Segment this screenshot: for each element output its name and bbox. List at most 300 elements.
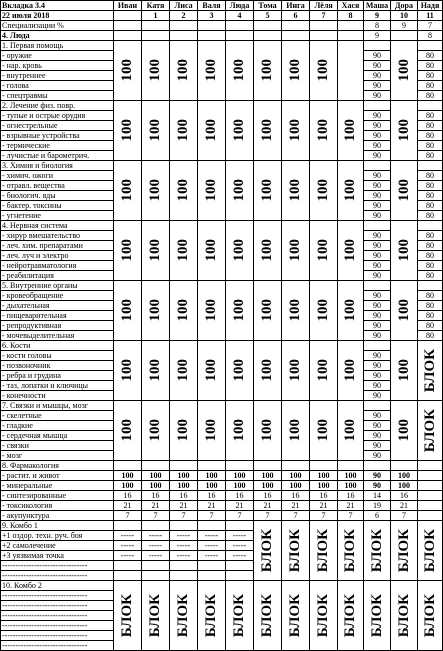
masha-value: 90 bbox=[364, 361, 391, 371]
empty-cell bbox=[418, 461, 443, 471]
pharma-value: 16 bbox=[226, 491, 254, 501]
number-6: 6 bbox=[282, 11, 310, 21]
section-value bbox=[338, 281, 364, 341]
empty-cell bbox=[170, 521, 198, 531]
empty-cell bbox=[142, 571, 170, 581]
empty-cell bbox=[198, 461, 226, 471]
nadya-value: 80 bbox=[418, 131, 443, 141]
masha-value: 90 bbox=[364, 441, 391, 451]
name-6: Инга bbox=[282, 1, 310, 11]
pharma-value: 100 bbox=[254, 481, 282, 491]
block-label bbox=[364, 581, 391, 651]
spec-value: 8 bbox=[364, 21, 391, 31]
pharma-value: 16 bbox=[114, 491, 142, 501]
section-item: - лучистые и барометрич. bbox=[1, 151, 114, 161]
block-label bbox=[198, 581, 226, 651]
section-value-text: 100 bbox=[287, 239, 303, 262]
combo1-dash: ----- bbox=[142, 541, 170, 551]
nadya-value: 80 bbox=[418, 71, 443, 81]
nadya-value: 80 bbox=[418, 151, 443, 161]
masha-value: 90 bbox=[364, 211, 391, 221]
section-value bbox=[391, 101, 418, 161]
pharma-value: 100 bbox=[338, 471, 364, 481]
section-title: 3. Химия и биология bbox=[1, 161, 114, 171]
pharma-value: 21 bbox=[391, 501, 418, 511]
section-value-text: 100 bbox=[175, 419, 191, 442]
empty-cell bbox=[198, 571, 226, 581]
pharma-label: - акупунктура bbox=[1, 511, 114, 521]
luda-value bbox=[391, 31, 418, 41]
pharma-value: 100 bbox=[170, 471, 198, 481]
section-item: - таз, лопатки и ключицы bbox=[1, 381, 114, 391]
nadya-value: 80 bbox=[418, 141, 443, 151]
pharma-label: - растит. и живот bbox=[1, 471, 114, 481]
section-value-text: 100 bbox=[231, 239, 247, 262]
section-value bbox=[282, 161, 310, 221]
spec-value bbox=[254, 21, 282, 31]
pharma-value: 6 bbox=[364, 511, 391, 521]
block-label bbox=[142, 581, 170, 651]
name-8: Хася bbox=[338, 1, 364, 11]
block-label-text: БЛОК bbox=[368, 593, 385, 638]
masha-value: 90 bbox=[364, 111, 391, 121]
section-value bbox=[198, 41, 226, 101]
pharma-value: 100 bbox=[198, 481, 226, 491]
spec-value: 9 bbox=[391, 21, 418, 31]
section-value-text: 100 bbox=[119, 299, 135, 322]
section-value-text: 100 bbox=[231, 59, 247, 82]
name-5: Тома bbox=[254, 1, 282, 11]
combo1-dash: ----- bbox=[226, 541, 254, 551]
combo1-dash: ----- bbox=[170, 531, 198, 541]
section-value bbox=[418, 341, 443, 401]
block-label-text: БЛОК bbox=[395, 593, 412, 638]
block-label-text: БЛОК bbox=[342, 528, 358, 573]
section-value bbox=[254, 401, 282, 461]
pharma-value: 90 bbox=[364, 471, 391, 481]
block-label-text: БЛОК bbox=[287, 528, 303, 573]
masha-value bbox=[364, 221, 391, 231]
section-value bbox=[338, 101, 364, 161]
luda-value: 9 bbox=[364, 31, 391, 41]
masha-value: 90 bbox=[364, 271, 391, 281]
section-item: - тупые и острые орудия bbox=[1, 111, 114, 121]
section-value bbox=[142, 401, 170, 461]
combo1-dash: ----- bbox=[198, 531, 226, 541]
section-value bbox=[170, 221, 198, 281]
combo2-item: -------------------------------- bbox=[1, 621, 114, 631]
section-value-text: 100 bbox=[315, 179, 331, 202]
spec-value bbox=[198, 21, 226, 31]
empty-cell bbox=[364, 461, 391, 471]
section-title-row bbox=[1, 221, 443, 231]
section-title-row bbox=[1, 41, 443, 51]
section-value-text: 100 bbox=[259, 299, 275, 322]
pharma-value: 21 bbox=[142, 501, 170, 511]
luda-value bbox=[170, 31, 198, 41]
block-label bbox=[338, 521, 364, 581]
masha-value: 90 bbox=[364, 421, 391, 431]
nadya-value: 80 bbox=[418, 111, 443, 121]
section-value bbox=[170, 341, 198, 401]
block-label bbox=[282, 521, 310, 581]
section-item: - скелетные bbox=[1, 411, 114, 421]
pharma-value: 100 bbox=[198, 471, 226, 481]
section-value bbox=[198, 101, 226, 161]
nadya-value: 80 bbox=[418, 81, 443, 91]
section-value-text: 100 bbox=[147, 59, 163, 82]
section-value-text: 100 bbox=[342, 419, 358, 442]
luda-label: 4. Люда bbox=[1, 31, 114, 41]
empty-cell bbox=[142, 561, 170, 571]
section-value-text: 100 bbox=[342, 179, 358, 202]
luda-value bbox=[198, 31, 226, 41]
combo1-item: -------------------------------- bbox=[1, 561, 114, 571]
nadya-value: 80 bbox=[418, 51, 443, 61]
empty-cell bbox=[226, 461, 254, 471]
section-value-text: 100 bbox=[119, 419, 135, 442]
empty-cell bbox=[226, 521, 254, 531]
section-value bbox=[391, 341, 418, 401]
block-label-text: БЛОК bbox=[287, 593, 303, 638]
section-value bbox=[254, 41, 282, 101]
section-value bbox=[114, 161, 142, 221]
spec-label: Специализации % bbox=[1, 21, 114, 31]
section-value bbox=[226, 341, 254, 401]
empty-cell bbox=[142, 521, 170, 531]
pharma-value bbox=[418, 491, 443, 501]
section-item: - связки bbox=[1, 441, 114, 451]
names-row bbox=[1, 1, 443, 11]
section-value bbox=[282, 281, 310, 341]
masha-value: 90 bbox=[364, 171, 391, 181]
section-value-text: 100 bbox=[287, 59, 303, 82]
block-label bbox=[310, 581, 338, 651]
section-item: - нар. кровь bbox=[1, 61, 114, 71]
block-label bbox=[254, 581, 282, 651]
section-value-text: 100 bbox=[287, 419, 303, 442]
section-value bbox=[114, 281, 142, 341]
section-value-text: 100 bbox=[175, 179, 191, 202]
section-value-text: 100 bbox=[231, 359, 247, 382]
section-title: 1. Первая помощь bbox=[1, 41, 114, 51]
section-value-text: БЛОК bbox=[421, 408, 438, 453]
section-item: - пищеварительная bbox=[1, 311, 114, 321]
section-value bbox=[254, 341, 282, 401]
masha-value: 90 bbox=[364, 261, 391, 271]
section-value bbox=[338, 41, 364, 101]
nadya-value: 80 bbox=[418, 211, 443, 221]
nadya-value: 80 bbox=[418, 261, 443, 271]
section-value bbox=[170, 101, 198, 161]
section-item: - химич. ожоги bbox=[1, 171, 114, 181]
section-value bbox=[142, 341, 170, 401]
block-label-text: БЛОК bbox=[315, 528, 331, 573]
section-value bbox=[170, 281, 198, 341]
pharma-row bbox=[1, 501, 443, 511]
block-label bbox=[364, 521, 391, 581]
name-4: Люда bbox=[226, 1, 254, 11]
section-value-text: 100 bbox=[175, 59, 191, 82]
masha-value bbox=[364, 101, 391, 111]
section-value-text: 100 bbox=[119, 179, 135, 202]
section-value-text: 100 bbox=[395, 119, 412, 142]
section-item: - гладкие bbox=[1, 421, 114, 431]
section-value bbox=[114, 41, 142, 101]
section-title: 2. Лечение физ. повр. bbox=[1, 101, 114, 111]
section-value-text: 100 bbox=[259, 359, 275, 382]
masha-value: 90 bbox=[364, 331, 391, 341]
section-value bbox=[226, 101, 254, 161]
name-3: Валя bbox=[198, 1, 226, 11]
section-value-text: 100 bbox=[395, 59, 412, 82]
masha-value: 90 bbox=[364, 311, 391, 321]
block-label-text: БЛОК bbox=[315, 593, 331, 638]
section-value-text: 100 bbox=[203, 119, 219, 142]
masha-value: 90 bbox=[364, 91, 391, 101]
section-value-text: 100 bbox=[119, 239, 135, 262]
pharma-value: 7 bbox=[254, 511, 282, 521]
section-value bbox=[198, 401, 226, 461]
masha-value bbox=[364, 41, 391, 51]
combo1-dash: ----- bbox=[198, 551, 226, 561]
masha-value: 90 bbox=[364, 141, 391, 151]
section-value bbox=[282, 401, 310, 461]
section-value-text: 100 bbox=[119, 59, 135, 82]
pharma-value bbox=[418, 501, 443, 511]
block-label-text: БЛОК bbox=[421, 593, 438, 638]
section-value bbox=[170, 41, 198, 101]
pharma-value: 7 bbox=[338, 511, 364, 521]
spec-value bbox=[114, 21, 142, 31]
pharma-value: 21 bbox=[282, 501, 310, 511]
section-item: - дыхательная bbox=[1, 301, 114, 311]
section-value-text: 100 bbox=[395, 419, 412, 442]
empty-cell bbox=[170, 561, 198, 571]
block-label bbox=[418, 521, 443, 581]
section-title: 5. Внутренние органы bbox=[1, 281, 114, 291]
section-value-text: 100 bbox=[287, 179, 303, 202]
section-value-text: 100 bbox=[231, 299, 247, 322]
block-label-text: БЛОК bbox=[342, 593, 358, 638]
nadya-value: 80 bbox=[418, 321, 443, 331]
pharma-title: 8. Фармакология bbox=[1, 461, 114, 471]
numbers-row bbox=[1, 11, 443, 21]
nadya-value: 80 bbox=[418, 331, 443, 341]
section-item: - голова bbox=[1, 81, 114, 91]
combo1-item: +3 уязвимая точка bbox=[1, 551, 114, 561]
masha-value: 90 bbox=[364, 251, 391, 261]
section-value-text: 100 bbox=[342, 359, 358, 382]
section-value-text: 100 bbox=[287, 359, 303, 382]
nadya-value: 80 bbox=[418, 91, 443, 101]
section-value-text: 100 bbox=[175, 359, 191, 382]
section-value bbox=[142, 101, 170, 161]
masha-value bbox=[364, 281, 391, 291]
section-value bbox=[310, 281, 338, 341]
masha-value: 90 bbox=[364, 151, 391, 161]
number-9: 9 bbox=[364, 11, 391, 21]
nadya-value: 80 bbox=[418, 291, 443, 301]
pharma-label: - минеральные bbox=[1, 481, 114, 491]
pharma-value: 7 bbox=[282, 511, 310, 521]
section-value bbox=[254, 161, 282, 221]
section-value-text: 100 bbox=[315, 299, 331, 322]
section-value bbox=[114, 221, 142, 281]
combo2-item: -------------------------------- bbox=[1, 611, 114, 621]
masha-value: 90 bbox=[364, 201, 391, 211]
empty-cell bbox=[114, 561, 142, 571]
masha-value: 90 bbox=[364, 231, 391, 241]
section-value bbox=[142, 281, 170, 341]
section-value-text: 100 bbox=[315, 119, 331, 142]
section-item: - сердечная мышца bbox=[1, 431, 114, 441]
masha-value: 90 bbox=[364, 371, 391, 381]
spec-value bbox=[170, 21, 198, 31]
section-item: - оружие bbox=[1, 51, 114, 61]
section-value bbox=[226, 401, 254, 461]
combo1-dash: ----- bbox=[226, 551, 254, 561]
pharma-value: 100 bbox=[282, 471, 310, 481]
section-value bbox=[391, 161, 418, 221]
pharma-value: 100 bbox=[114, 471, 142, 481]
block-label-text: БЛОК bbox=[259, 528, 275, 573]
pharma-value: 100 bbox=[391, 481, 418, 491]
section-value bbox=[338, 341, 364, 401]
section-value bbox=[310, 101, 338, 161]
combo2-item: -------------------------------- bbox=[1, 601, 114, 611]
masha-value bbox=[364, 161, 391, 171]
combo1-item: -------------------------------- bbox=[1, 571, 114, 581]
number-10: 10 bbox=[391, 11, 418, 21]
section-value bbox=[198, 161, 226, 221]
pharma-value: 100 bbox=[338, 481, 364, 491]
spec-value bbox=[142, 21, 170, 31]
block-label bbox=[114, 581, 142, 651]
masha-value: 90 bbox=[364, 291, 391, 301]
pharma-value: 21 bbox=[254, 501, 282, 511]
section-value bbox=[142, 161, 170, 221]
pharma-label: - токсикология bbox=[1, 501, 114, 511]
luda-value bbox=[338, 31, 364, 41]
masha-value: 90 bbox=[364, 191, 391, 201]
luda-value: 8 bbox=[418, 31, 443, 41]
masha-value bbox=[364, 401, 391, 411]
pharma-value bbox=[418, 471, 443, 481]
section-item: - мозг bbox=[1, 451, 114, 461]
combo1-dash: ----- bbox=[170, 541, 198, 551]
section-value-text: 100 bbox=[147, 419, 163, 442]
nadya-value: 80 bbox=[418, 171, 443, 181]
section-value-text: 100 bbox=[147, 299, 163, 322]
section-value-text: 100 bbox=[175, 299, 191, 322]
empty-cell bbox=[282, 461, 310, 471]
section-title-row bbox=[1, 401, 443, 411]
number-4: 4 bbox=[226, 11, 254, 21]
section-title-row bbox=[1, 281, 443, 291]
pharma-value: 16 bbox=[338, 491, 364, 501]
section-item: - взрывные устройства bbox=[1, 131, 114, 141]
nadya-value: 80 bbox=[418, 311, 443, 321]
nadya-value bbox=[418, 41, 443, 51]
section-value bbox=[226, 281, 254, 341]
masha-value: 90 bbox=[364, 121, 391, 131]
section-value-text: 100 bbox=[315, 359, 331, 382]
section-value-text: 100 bbox=[395, 359, 412, 382]
pharma-value bbox=[418, 511, 443, 521]
pharma-value: 7 bbox=[170, 511, 198, 521]
pharma-value: 16 bbox=[142, 491, 170, 501]
nadya-value: 80 bbox=[418, 271, 443, 281]
section-value-text: 100 bbox=[175, 239, 191, 262]
masha-value: 90 bbox=[364, 241, 391, 251]
block-label bbox=[226, 581, 254, 651]
nadya-value: 80 bbox=[418, 61, 443, 71]
masha-value: 90 bbox=[364, 321, 391, 331]
empty-cell bbox=[114, 461, 142, 471]
number-2: 2 bbox=[170, 11, 198, 21]
empty-cell bbox=[226, 561, 254, 571]
section-value bbox=[142, 221, 170, 281]
section-value-text: 100 bbox=[203, 359, 219, 382]
pharma-value: 19 bbox=[364, 501, 391, 511]
name-7: Лёля bbox=[310, 1, 338, 11]
spec-value bbox=[282, 21, 310, 31]
nadya-value: 80 bbox=[418, 201, 443, 211]
combo2-title: 10. Комбо 2 bbox=[1, 581, 114, 591]
section-value bbox=[142, 41, 170, 101]
section-value bbox=[391, 221, 418, 281]
section-value-text: 100 bbox=[231, 419, 247, 442]
section-item: - реабилитация bbox=[1, 271, 114, 281]
section-title-row bbox=[1, 101, 443, 111]
section-value bbox=[391, 401, 418, 461]
section-value bbox=[170, 161, 198, 221]
section-value-text: 100 bbox=[287, 119, 303, 142]
block-label bbox=[418, 581, 443, 651]
section-value-text: 100 bbox=[342, 239, 358, 262]
section-value bbox=[391, 41, 418, 101]
luda-value bbox=[114, 31, 142, 41]
number-8: 8 bbox=[338, 11, 364, 21]
name-9: Маша bbox=[364, 1, 391, 11]
section-value-text: 100 bbox=[315, 239, 331, 262]
pharma-value: 100 bbox=[226, 481, 254, 491]
combo1-item: +1 оздор. техн. руч. боя bbox=[1, 531, 114, 541]
pharma-value: 21 bbox=[310, 501, 338, 511]
section-item: - биологич. яды bbox=[1, 191, 114, 201]
section-item: - внутреннее bbox=[1, 71, 114, 81]
pharma-title-row bbox=[1, 461, 443, 471]
section-value-text: 100 bbox=[147, 119, 163, 142]
combo1-row bbox=[1, 521, 443, 531]
combo1-dash: ----- bbox=[114, 551, 142, 561]
luda-value bbox=[310, 31, 338, 41]
combo1-title: 9. Комбо 1 bbox=[1, 521, 114, 531]
section-item: - огнестрельные bbox=[1, 121, 114, 131]
pharma-value: 7 bbox=[310, 511, 338, 521]
section-value-text: 100 bbox=[203, 179, 219, 202]
section-item: - спецтравмы bbox=[1, 91, 114, 101]
empty-cell bbox=[114, 571, 142, 581]
pharma-value: 100 bbox=[170, 481, 198, 491]
number-5: 5 bbox=[254, 11, 282, 21]
block-label bbox=[338, 581, 364, 651]
masha-value: 90 bbox=[364, 81, 391, 91]
empty-cell bbox=[254, 461, 282, 471]
section-value-text: 100 bbox=[259, 179, 275, 202]
section-value-text: 100 bbox=[342, 299, 358, 322]
